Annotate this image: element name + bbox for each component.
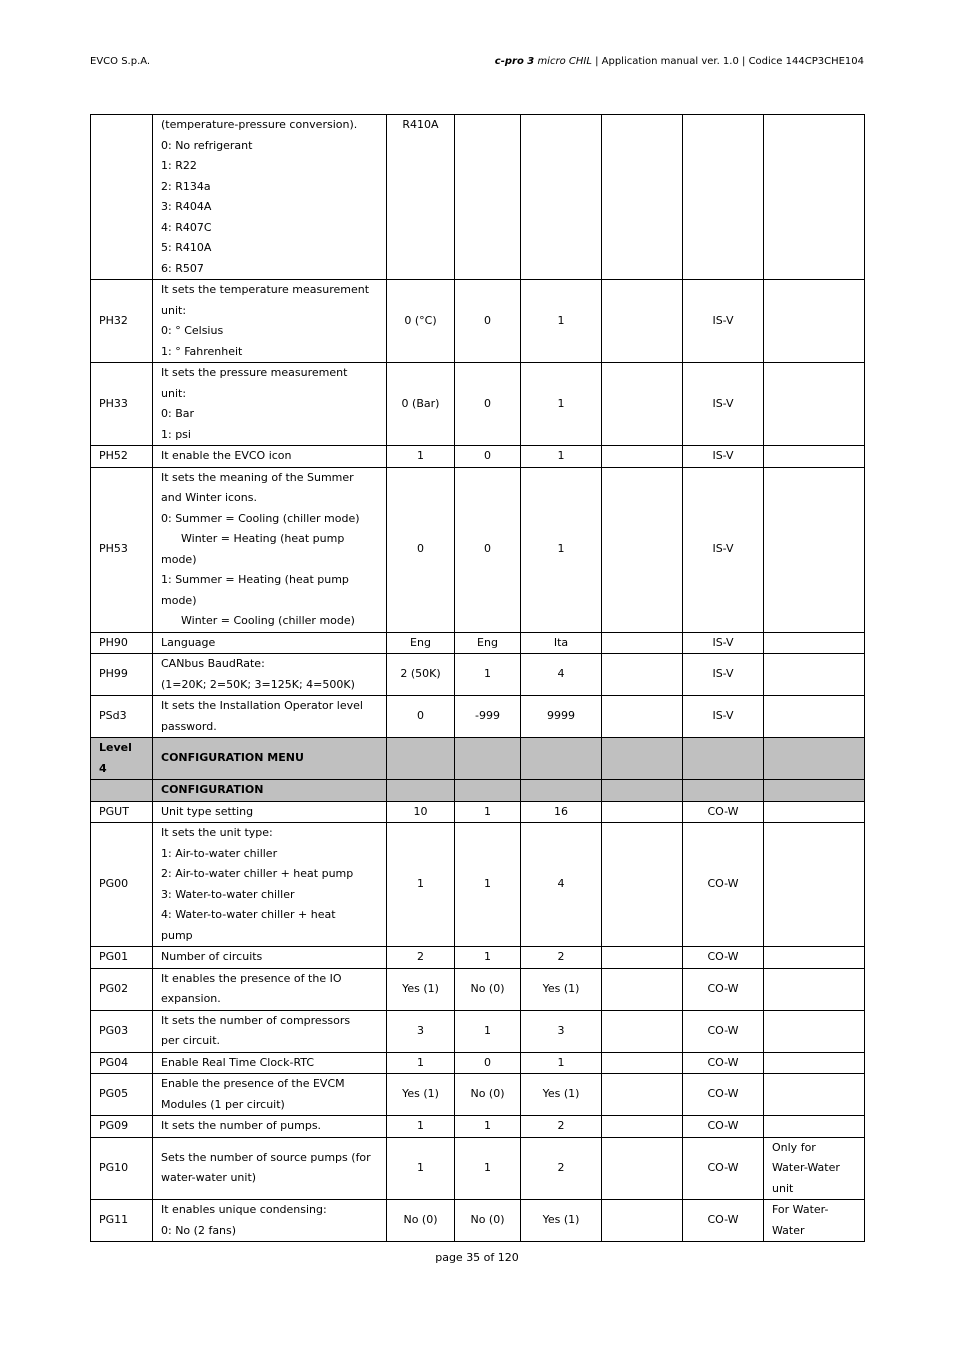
cell-max: 4 (521, 823, 602, 947)
cell-code: PH90 (91, 632, 153, 654)
cell-text-line: unit: (161, 386, 187, 400)
cell-text-line: unit (772, 1181, 794, 1195)
cell-notes (764, 780, 865, 802)
cell-text-line: (1=20K; 2=50K; 3=125K; 4=500K) (161, 677, 355, 691)
cell-def: 1 (387, 1116, 455, 1138)
cell-text-line: and Winter icons. (161, 491, 257, 504)
cell-code: PH52 (91, 446, 153, 468)
cell-um (602, 1010, 683, 1052)
cell-code: PH32 (91, 280, 153, 363)
cell-text-line: Modules (1 per circuit) (161, 1097, 285, 1111)
cell-text-line: Winter = Cooling (chiller mode) (181, 614, 355, 627)
cell-notes (764, 1116, 865, 1138)
table-row (91, 446, 865, 468)
cell-code: PG02 (91, 968, 153, 1010)
cell-text-line: It sets the number of pumps. (161, 1119, 322, 1132)
cell-max (521, 738, 602, 780)
cell-text-line: 0: Bar (161, 407, 195, 420)
table-row (91, 968, 865, 1010)
cell-code: PG00 (91, 823, 153, 947)
cell-text-line: It enables unique condensing: (161, 1203, 327, 1216)
cell-min: 1 (455, 823, 521, 947)
cell-vis: CO-W (683, 823, 764, 947)
cell-text-line: 4 (99, 761, 107, 775)
cell-desc (153, 654, 387, 696)
cell-text-line: CANbus BaudRate: (161, 657, 265, 670)
cell-vis: IS-V (683, 696, 764, 738)
table-row (91, 1200, 865, 1242)
cell-vis: CO-W (683, 1137, 764, 1200)
cell-um (602, 632, 683, 654)
cell-vis: IS-V (683, 467, 764, 632)
table-row (91, 1116, 865, 1138)
cell-code: PH99 (91, 654, 153, 696)
table-row (91, 801, 865, 823)
cell-vis (683, 115, 764, 280)
cell-desc (153, 1137, 387, 1200)
cell-um (602, 1052, 683, 1074)
cell-vis: IS-V (683, 446, 764, 468)
table-row (91, 1010, 865, 1052)
cell-desc (153, 280, 387, 363)
table-row (91, 280, 865, 363)
table-row (91, 363, 865, 446)
cell-notes (764, 363, 865, 446)
cell-text-line: 5: R410A (161, 241, 212, 254)
cell-text-line: 2: R134a (161, 179, 211, 193)
cell-max: 3 (521, 1010, 602, 1052)
cell-min (455, 115, 521, 280)
cell-vis: CO-W (683, 1052, 764, 1074)
cell-max: 1 (521, 1052, 602, 1074)
cell-def: 1 (387, 446, 455, 468)
cell-um (602, 823, 683, 947)
cell-text-line: 0: No refrigerant (161, 138, 253, 152)
cell-vis: CO-W (683, 1116, 764, 1138)
cell-text-line: password. (161, 719, 217, 733)
cell-max: 4 (521, 654, 602, 696)
cell-vis: CO-W (683, 801, 764, 823)
cell-text-line: Unit type setting (161, 804, 254, 818)
cell-vis: IS-V (683, 363, 764, 446)
cell-um (602, 654, 683, 696)
cell-text-line: It sets the Installation Operator level (161, 699, 363, 712)
cell-text-line: expansion. (161, 992, 221, 1005)
cell-def: 10 (387, 801, 455, 823)
cell-desc (153, 1010, 387, 1052)
cell-notes (764, 446, 865, 468)
cell-max (521, 115, 602, 280)
cell-desc (153, 823, 387, 947)
cell-notes (764, 801, 865, 823)
cell-notes (764, 632, 865, 654)
cell-vis: CO-W (683, 968, 764, 1010)
cell-text-line: mode) (161, 552, 197, 566)
cell-min: 1 (455, 1116, 521, 1138)
cell-min (455, 738, 521, 780)
cell-max: Yes (1) (521, 968, 602, 1010)
product-name-bold: c-pro 3 (494, 56, 535, 67)
cell-um (602, 968, 683, 1010)
cell-min: 0 (455, 1052, 521, 1074)
table-row (91, 115, 865, 280)
cell-def (387, 780, 455, 802)
cell-def: R410A (387, 115, 455, 280)
cell-def: 1 (387, 1052, 455, 1074)
cell-def: 1 (387, 823, 455, 947)
cell-def: 2 (50K) (387, 654, 455, 696)
cell-max: 1 (521, 446, 602, 468)
cell-max (521, 780, 602, 802)
cell-min: 0 (455, 363, 521, 446)
cell-text-line: Language (161, 635, 216, 649)
cell-max: 2 (521, 1137, 602, 1200)
cell-min: 0 (455, 446, 521, 468)
cell-text-line: 1: ° Fahrenheit (161, 344, 243, 358)
cell-code: PH33 (91, 363, 153, 446)
cell-def: 0 (Bar) (387, 363, 455, 446)
cell-text-line: Enable Real Time Clock-RTC (161, 1055, 315, 1069)
cell-max: 2 (521, 1116, 602, 1138)
cell-def: Eng (387, 632, 455, 654)
table-row (91, 696, 865, 738)
cell-um (602, 696, 683, 738)
cell-def: 0 (387, 696, 455, 738)
cell-text-line: (temperature-pressure conversion). (161, 118, 358, 131)
cell-text-line: 1: psi (161, 427, 191, 441)
cell-code: PG10 (91, 1137, 153, 1200)
cell-def: 0 (387, 467, 455, 632)
cell-text-line: 0: ° Celsius (161, 324, 224, 337)
cell-um (602, 467, 683, 632)
cell-min: 1 (455, 1137, 521, 1200)
cell-def: 1 (387, 1137, 455, 1200)
cell-notes (764, 1137, 865, 1200)
cell-text-line: Enable the presence of the EVCM (161, 1077, 345, 1090)
parameters-table (90, 114, 865, 1242)
cell-desc (153, 632, 387, 654)
cell-text-line: Winter = Heating (heat pump (181, 532, 345, 545)
cell-um (602, 738, 683, 780)
cell-um (602, 780, 683, 802)
cell-desc (153, 968, 387, 1010)
cell-max: Ita (521, 632, 602, 654)
cell-code: PG11 (91, 1200, 153, 1242)
cell-notes (764, 1074, 865, 1116)
cell-text-line: water-water unit) (161, 1171, 257, 1185)
cell-vis: IS-V (683, 632, 764, 654)
product-name-italic: micro CHIL (534, 56, 592, 67)
cell-um (602, 1200, 683, 1242)
cell-min: 1 (455, 654, 521, 696)
cell-notes (764, 738, 865, 780)
table-row (91, 1137, 865, 1200)
cell-min: 1 (455, 947, 521, 969)
table-row (91, 823, 865, 947)
cell-code: PG04 (91, 1052, 153, 1074)
cell-code: PG09 (91, 1116, 153, 1138)
cell-desc (153, 1074, 387, 1116)
cell-notes (764, 654, 865, 696)
cell-text-line: It sets the meaning of the Summer (161, 470, 354, 484)
cell-notes (764, 1010, 865, 1052)
cell-code: PG05 (91, 1074, 153, 1116)
cell-text-line: 0: No (2 fans) (161, 1223, 237, 1237)
cell-max: 16 (521, 801, 602, 823)
cell-min: Eng (455, 632, 521, 654)
cell-text-line: 4: R407C (161, 220, 212, 234)
cell-text-line: CONFIGURATION MENU (161, 751, 304, 765)
cell-text-line: 4: Water-to-water chiller + heat (161, 908, 336, 921)
cell-min (455, 780, 521, 802)
cell-code: PSd3 (91, 696, 153, 738)
cell-def: Yes (1) (387, 968, 455, 1010)
cell-text-line: CONFIGURATION (161, 783, 264, 796)
cell-um (602, 1116, 683, 1138)
cell-text-line: It sets the temperature measurement (161, 283, 370, 296)
cell-vis: IS-V (683, 654, 764, 696)
cell-desc (153, 1116, 387, 1138)
cell-vis (683, 780, 764, 802)
cell-min: 0 (455, 467, 521, 632)
cell-max: 1 (521, 363, 602, 446)
cell-def: 0 (°C) (387, 280, 455, 363)
cell-um (602, 947, 683, 969)
cell-min: No (0) (455, 1074, 521, 1116)
cell-min: -999 (455, 696, 521, 738)
cell-desc (153, 363, 387, 446)
cell-vis: CO-W (683, 1010, 764, 1052)
cell-desc (153, 467, 387, 632)
cell-text-line: mode) (161, 593, 197, 607)
cell-vis (683, 738, 764, 780)
cell-text-line: 6: R507 (161, 261, 204, 275)
cell-text-line: It enable the EVCO icon (161, 449, 292, 462)
table-row (91, 632, 865, 654)
cell-text-line: Number of circuits (161, 950, 263, 963)
cell-text-line: It sets the unit type: (161, 826, 273, 839)
cell-vis: CO-W (683, 947, 764, 969)
cell-def (387, 738, 455, 780)
cell-max: 9999 (521, 696, 602, 738)
cell-um (602, 1074, 683, 1116)
cell-code (91, 738, 153, 780)
cell-text-line: Water-Water (772, 1161, 840, 1174)
cell-min: No (0) (455, 1200, 521, 1242)
cell-um (602, 1137, 683, 1200)
cell-code (91, 780, 153, 802)
cell-code: PH53 (91, 467, 153, 632)
page-footer: page 35 of 120 (435, 1251, 519, 1264)
cell-min: 1 (455, 801, 521, 823)
table-row (91, 467, 865, 632)
cell-max: 1 (521, 280, 602, 363)
cell-text-line: 3: R404A (161, 200, 212, 213)
cell-um (602, 801, 683, 823)
cell-desc (153, 780, 387, 802)
cell-text-line: Sets the number of source pumps (for (161, 1150, 371, 1164)
cell-desc (153, 801, 387, 823)
cell-text-line: unit: (161, 303, 187, 317)
cell-vis: CO-W (683, 1200, 764, 1242)
cell-def: 2 (387, 947, 455, 969)
cell-um (602, 446, 683, 468)
cell-desc (153, 738, 387, 780)
cell-text-line: It sets the number of compressors (161, 1013, 351, 1027)
cell-notes (764, 947, 865, 969)
cell-notes (764, 696, 865, 738)
cell-notes (764, 115, 865, 280)
cell-text-line: pump (161, 928, 193, 942)
cell-min: No (0) (455, 968, 521, 1010)
cell-desc (153, 1052, 387, 1074)
cell-code (91, 115, 153, 280)
cell-desc (153, 115, 387, 280)
cell-um (602, 363, 683, 446)
table-row (91, 780, 865, 802)
cell-max: 2 (521, 947, 602, 969)
cell-notes (764, 280, 865, 363)
cell-def: Yes (1) (387, 1074, 455, 1116)
cell-text-line: 0: Summer = Cooling (chiller mode) (161, 511, 360, 525)
cell-min: 0 (455, 280, 521, 363)
cell-text-line: 1: Summer = Heating (heat pump (161, 573, 349, 586)
cell-vis: CO-W (683, 1074, 764, 1116)
cell-um (602, 280, 683, 363)
company-name: EVCO S.p.A. (90, 56, 151, 67)
table-row (91, 738, 865, 780)
cell-code: PG01 (91, 947, 153, 969)
cell-desc (153, 696, 387, 738)
table-row (91, 654, 865, 696)
cell-text-line: Only for (772, 1140, 816, 1154)
cell-vis: IS-V (683, 280, 764, 363)
cell-um (602, 115, 683, 280)
cell-desc (153, 446, 387, 468)
cell-notes (764, 467, 865, 632)
cell-code: PG03 (91, 1010, 153, 1052)
cell-notes (764, 968, 865, 1010)
document-title (495, 56, 864, 67)
cell-code: PGUT (91, 801, 153, 823)
cell-text-line: It enables the presence of the IO (161, 971, 342, 985)
cell-max: 1 (521, 467, 602, 632)
cell-min: 1 (455, 1010, 521, 1052)
cell-def: 3 (387, 1010, 455, 1052)
cell-max: Yes (1) (521, 1200, 602, 1242)
cell-text-line: per circuit. (161, 1034, 221, 1047)
cell-notes (764, 1052, 865, 1074)
cell-text-line: For Water- (772, 1203, 829, 1216)
cell-notes (764, 823, 865, 947)
cell-text-line: Level (99, 741, 132, 754)
cell-desc (153, 947, 387, 969)
cell-text-line: Water (772, 1223, 805, 1237)
table-row (91, 1052, 865, 1074)
cell-max: Yes (1) (521, 1074, 602, 1116)
table-row (91, 947, 865, 969)
cell-desc (153, 1200, 387, 1242)
cell-text-line: 2: Air-to-water chiller + heat pump (161, 867, 354, 880)
cell-text-line: 1: R22 (161, 159, 197, 172)
parameters-table-body (91, 115, 865, 1242)
cell-notes (764, 1200, 865, 1242)
cell-text-line: 1: Air-to-water chiller (161, 846, 278, 860)
table-row (91, 1074, 865, 1116)
cell-text-line: 3: Water-to-water chiller (161, 887, 295, 901)
manual-version: | Application manual ver. 1.0 | Codice 144CP3CHE104 (591, 56, 864, 67)
cell-text-line: It sets the pressure measurement (161, 366, 348, 379)
cell-def: No (0) (387, 1200, 455, 1242)
